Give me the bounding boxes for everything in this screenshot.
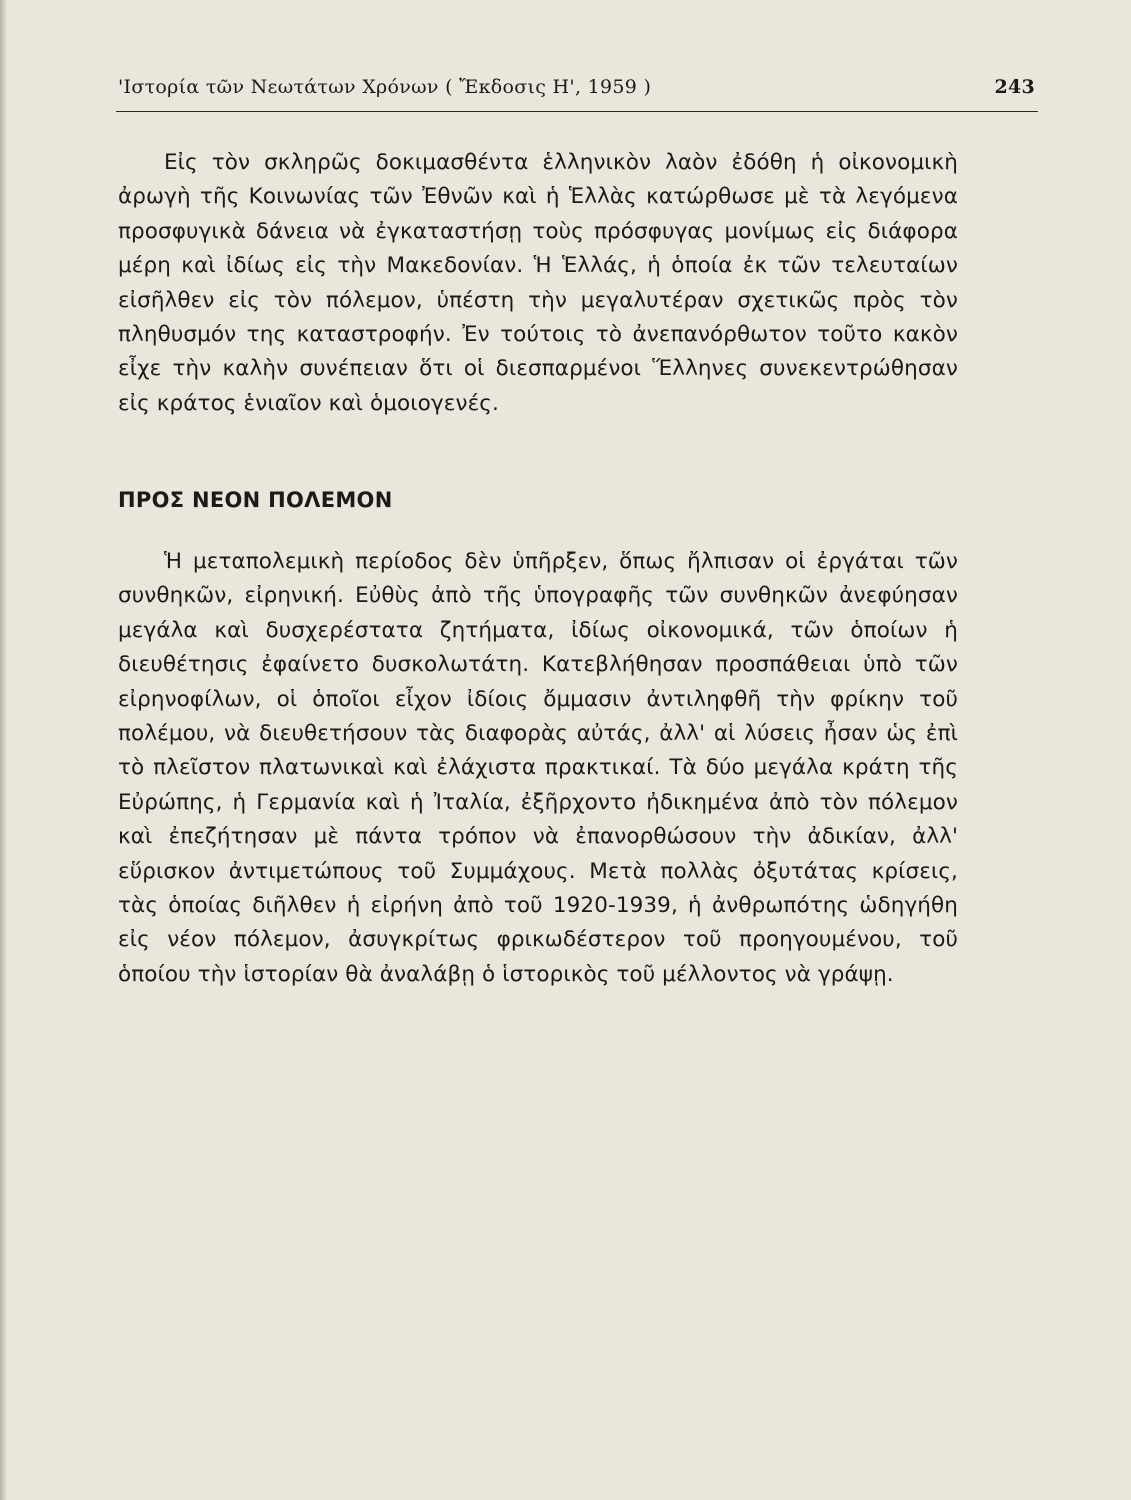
running-header (118, 72, 1035, 104)
paragraph-2: Ἡ μεταπολεμικὴ περίοδος δὲν ὑπῆρξεν, ὅπως ἤλπισαν οἱ ἐργάται τῶν συνθηκῶν, εἰρηνική. Εὐθὺς ἀπὸ τῆς ὑπογραφῆς τῶν συνθηκῶν ἀνεφύησαν μεγάλα καὶ δυσχερέστατα ζητήματα, ἰδίως οἰκονομικά, τῶν ὁποίων ἡ διευθέτησις ἐφαίνετο δυσκολωτάτη. Κατεβλήθησαν προσπάθειαι ὑπὸ τῶν εἰρηνοφίλων, οἱ ὁποῖοι εἶχον ἰδίοις ὄμμασιν ἀντιληφθῆ τὴν φρίκην τοῦ πολέμου, νὰ διευθετήσουν τὰς διαφορὰς αὐτάς, ἀλλ' αἱ λύσεις ἦσαν ὡς ἐπὶ τὸ πλεῖστον πλατωνικαὶ καὶ ἐλάχιστα πρακτικαί. Τὰ δύο μεγάλα κράτη τῆς Εὐρώπης, ἡ Γερμανία καὶ ἡ Ἰταλία, ἐξῆρχοντο ἠδικημένα ἀπὸ τὸν πόλεμον καὶ ἐπεζήτησαν μὲ πάντα τρόπον νὰ ἐπανορθώσουν τὴν ἀδικίαν, ἀλλ' εὕρισκον ἀντιμετώπους τοῦ Συμμάχους. Μετὰ πολλὰς ὀξυτάτας κρίσεις, τὰς ὁποίας διῆλθεν ἡ εἰρήνη ἀπὸ τοῦ 1920-1939, ἡ ἀνθρωπότης ὡδηγήθη εἰς νέον πόλεμον, ἀσυγκρίτως φρικωδέστερον τοῦ προηγουμένου, τοῦ ὁποίου τὴν ἱστορίαν θὰ ἀναλάβῃ ὁ ἱστορικὸς τοῦ μέλλοντος νὰ γράψῃ. (118, 549, 958, 987)
page-binding-edge (0, 0, 6, 1500)
section-heading: ΠΡΟΣ ΝΕΟΝ ΠΟΛΕΜΟΝ (118, 488, 393, 512)
page-number: 243 (994, 76, 1035, 98)
header-rule (116, 111, 1038, 112)
paragraph-1: Εἰς τὸν σκληρῶς δοκιμασθέντα ἑλληνικὸν λαὸν ἐδόθη ἡ οἰκονομικὴ ἀρωγὴ τῆς Κοινωνίας τῶν Ἐθνῶν καὶ ἡ Ἑλλὰς κατώρθωσε μὲ τὰ λεγόμενα προσφυγικὰ δάνεια νὰ ἐγκαταστήσῃ τοὺς πρόσφυγας μονίμως εἰς διάφορα μέρη καὶ ἰδίως εἰς τὴν Μακεδονίαν. Ἡ Ἑλλάς, ἡ ὁποία ἐκ τῶν τελευταίων εἰσῆλθεν εἰς τὸν πόλεμον, ὑπέστη τὴν μεγαλυτέραν σχετικῶς πρὸς τὸν πληθυσμόν της καταστροφήν. Ἐν τούτοις τὸ ἀνεπανόρθωτον τοῦτο κακὸν εἶχε τὴν καλὴν συνέπειαν ὅτι οἱ διεσπαρμένοι Ἕλληνες συνεκεντρώθησαν εἰς κράτος ἑνιαῖον καὶ ὁμοιογενές. (118, 150, 958, 416)
header-title: 'Ιστορία τῶν Νεωτάτων Χρόνων ( Ἔκδοσις Η', 1959 ) (118, 76, 652, 98)
